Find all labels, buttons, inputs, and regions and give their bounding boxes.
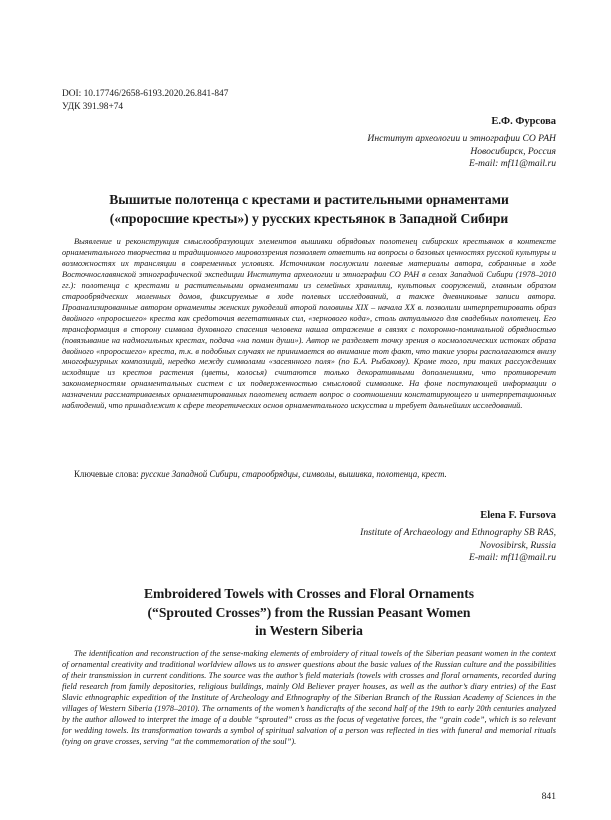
article-title-en: [62, 585, 556, 641]
doi: DOI: 10.17746/2658-6193.2020.26.841-847: [62, 89, 229, 99]
udk: УДК 391.98+74: [62, 101, 124, 112]
author-name-en: Elena F. Fursova: [480, 510, 556, 521]
keywords-ru: [74, 469, 556, 480]
article-title-en-line2: (“Sprouted Crosses”) from the Russian Peasant Women: [147, 604, 471, 620]
article-title-ru-line1: Вышитые полотенца с крестами и растительными орнаментами: [109, 192, 509, 207]
affiliation-en-email: E-mail: mf11@mail.ru: [469, 552, 556, 564]
affiliation-ru: [367, 133, 556, 171]
affiliation-ru-institute: Институт археологии и этнографии СО РАН: [367, 133, 556, 144]
affiliation-en-institute: Institute of Archaeology and Ethnography SB RAS,: [360, 527, 556, 538]
article-title-en-line3: in Western Siberia: [255, 623, 363, 638]
affiliation-en-city: Novosibirsk, Russia: [479, 539, 556, 551]
author-name-ru: Е.Ф. Фурсова: [491, 116, 556, 127]
article-title-ru-line2: («проросшие кресты») у русских крестьянок в Западной Сибири: [109, 210, 509, 226]
affiliation-en: [360, 527, 556, 565]
abstract-ru: Выявление и реконструкция смыслообразующих элементов вышивки обрядовых полотенец сибирских крестьянок в контексте орнаментального творчества и традиционного мировоззрения позволяет ответить на вопросы о базовых ценностях русской культуры и возможностях их трансляции в современных условиях. Источником послужили полевые материалы автора, собранные в ходе Восточнославянской этнографической экспедиции Института археологии и этнографии СО РАН в селах Западной Сибири (1978–2010 гг.): полотенца с крестами и растительными орнаментами из семейных хранилищ, культовых сооружений, главным образом старообрядческих моленных домов, фиксируемые в ходе полевых исследований, а также дневниковые записи автора. Проанализированные автором орнаменты женских рукоделий второй половины XIX – начала ХХ в. позволили интерпретировать образ двойного «проросшего» креста как средоточия вегетативных сил, «зернового кода», столь актуального для свадебных полотенец. Его трансформация в сторону символа духовного спасения человека нашла отражение в связях с похоронно-поминальной обрядностью (повязывание на надмогильных крестах, подача «на помин души»). Автор не разделяет точку зрения о космологических истоках образа двойного «проросшего» креста, т.к. в подобных случаях не принимается во внимание тот факт, что такие узоры располагаются внизу многофигурных композиций, нередко между символами «засеянного поля» (по Б.А. Рыбакову). Кроме того, при таких рассуждениях исходящие из крестов растения (цветы, колосья) считаются только декоративными дополнениями, что противоречит закономерностям орнаментальных систем с их подверженностью смысловой символике. На фоне поступающей информации о назначении рассматриваемых орнаментированных полотенец встает вопрос о соотношении констатирующего и интерпретационных наблюдений, что принадлежит к сфере теоретических основ орнаментального искусства и требует дальнейших исследований.: [62, 237, 556, 411]
keywords-value: русские Западной Сибири, старообрядцы, символы, вышивка, полотенца, крест.: [140, 469, 447, 479]
keywords-label: Ключевые слова:: [74, 469, 139, 479]
page-number: 841: [541, 791, 556, 802]
affiliation-ru-email: E-mail: mf11@mail.ru: [469, 158, 556, 170]
article-title-en-line1: Embroidered Towels with Crosses and Floral Ornaments: [143, 586, 475, 601]
abstract-en: The identification and reconstruction of the sense-making elements of embroidery of ritual towels of the Siberian peasant women in the context of ornamental creativity and traditional worldview allows us to answer questions about the basic values of the Russian culture and the possibilities of their transmission in current conditions. The source was the author’s field materials (towels with crosses and floral ornaments, recorded during field research from family depositories, religious buildings, mainly Old Believer prayer houses, as well as the author’s diary entries) of the East Slavic ethnographic expedition of the Institute of Archeology and Ethnography of the Siberian Branch of the Russian Academy of Sciences in the villages of Western Siberia (1978–2010). The ornaments of the women’s handicrafts of the second half of the 19th to early 20th centuries analyzed by the author allowed to interpret the image of a double “sprouted” cross as the focus of vegetative forces, the “grain code”, which is so relevant for wedding towels. Its transformation towards a symbol of spiritual salvation of a person was reflected in ties with funeral and memorial rituals (tying on grave crosses, serving “at the commemoration of the soul”).: [62, 649, 556, 746]
article-title-ru: [62, 191, 556, 228]
affiliation-ru-city: Новосибирск, Россия: [470, 145, 556, 157]
